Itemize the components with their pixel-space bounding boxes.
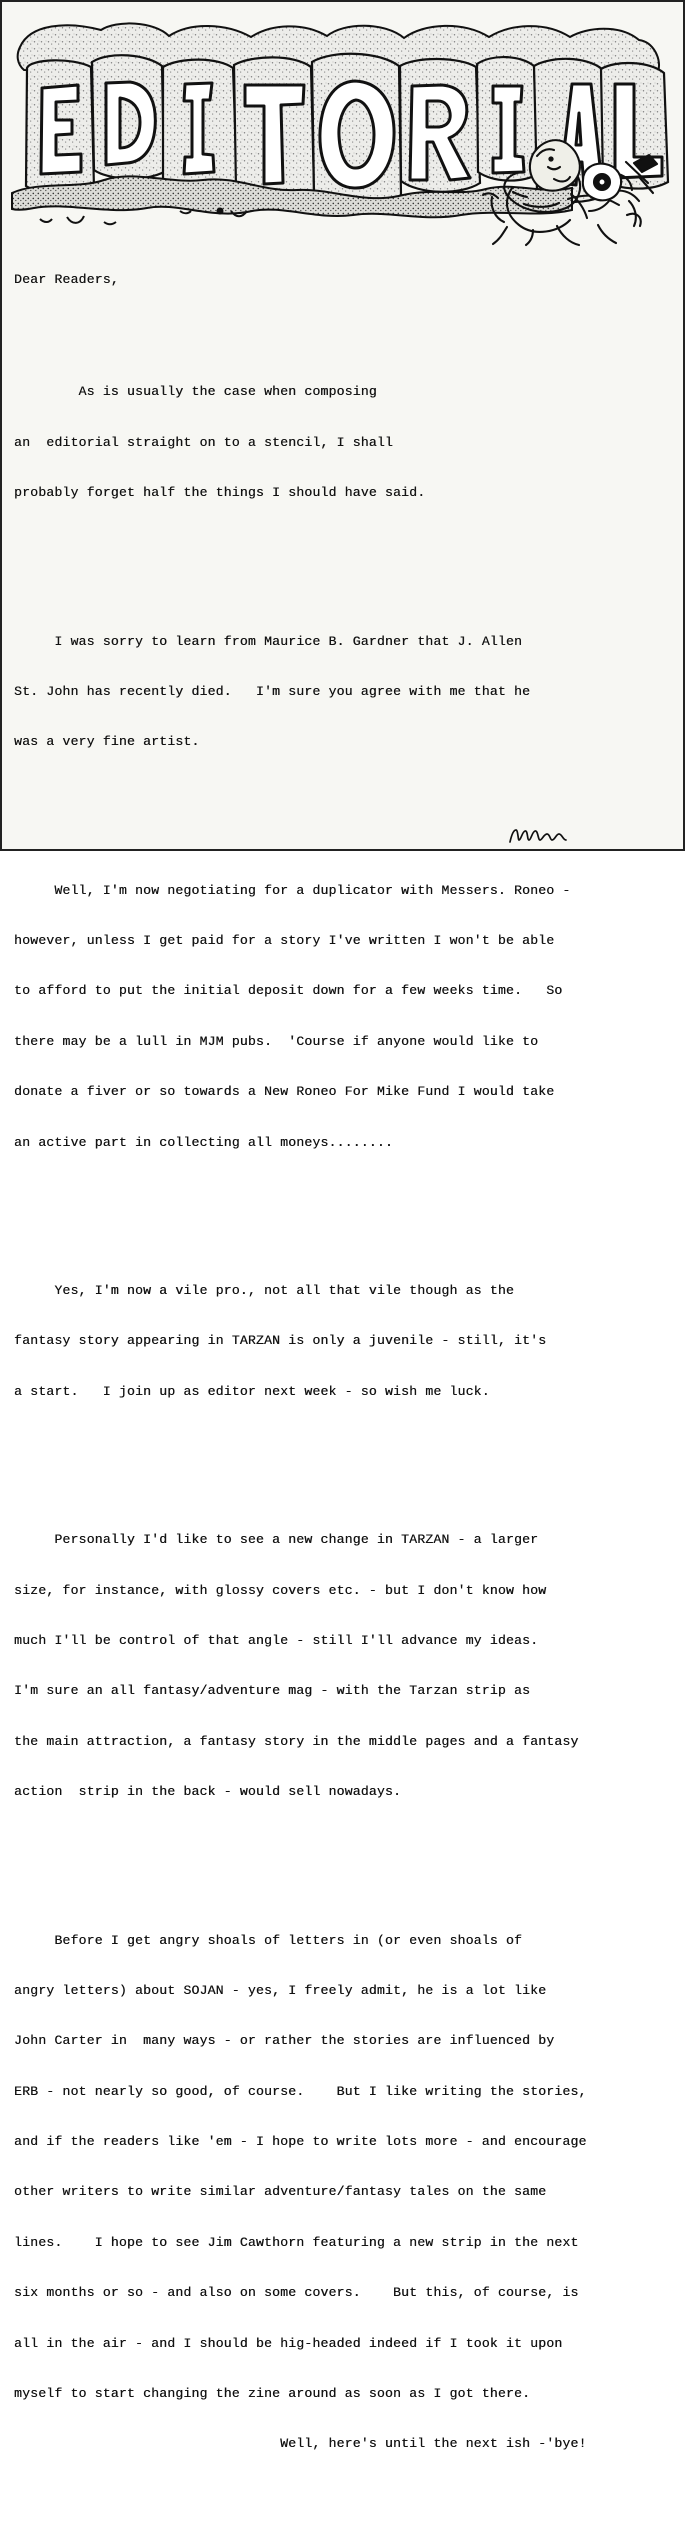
- text-line: other writers to write similar adventure/fantasy tales on the same: [14, 2184, 547, 2200]
- text-line: size, for instance, with glossy covers etc. - but I don't know how: [14, 1582, 547, 1598]
- text-line: there may be a lull in MJM pubs. 'Course if anyone would like to: [14, 1033, 539, 1049]
- text-line: Yes, I'm now a vile pro., not all that vile though as the: [14, 1283, 514, 1299]
- text-line: action strip in the back - would sell nowadays.: [14, 1784, 402, 1800]
- paragraph-2: [14, 600, 664, 785]
- editorial-letter: [14, 238, 664, 2534]
- text-line: was a very fine artist.: [14, 734, 200, 750]
- text-line: all in the air - and I should be hig-headed indeed if I took it upon: [14, 2335, 563, 2351]
- paragraph-4: [14, 1249, 664, 1434]
- text-line: ERB - not nearly so good, of course. But I like writing the stories,: [14, 2083, 587, 2099]
- text-line: Before I get angry shoals of letters in (or even shoals of: [14, 1932, 523, 1948]
- text-line: myself to start changing the zine around as soon as I got there.: [14, 2386, 531, 2402]
- text-line: fantasy story appearing in TARZAN is only a juvenile - still, it's: [14, 1333, 547, 1349]
- stone-letters-artwork: [12, 12, 677, 247]
- text-line: an active part in collecting all moneys........: [14, 1134, 393, 1150]
- text-line: Well, I'm now negotiating for a duplicator with Messers. Roneo -: [14, 882, 571, 898]
- text-line: Well, here's until the next ish -'bye!: [14, 2436, 587, 2452]
- text-line: a start. I join up as editor next week - so wish me luck.: [14, 1383, 490, 1399]
- salutation: Dear Readers,: [14, 271, 119, 287]
- text-line: to afford to put the initial deposit down for a few weeks time. So: [14, 983, 563, 999]
- editorial-header-illustration: [12, 12, 677, 247]
- paragraph-1: [14, 351, 664, 536]
- handwritten-signature: [502, 824, 582, 848]
- text-line: John Carter in many ways - or rather the stories are influenced by: [14, 2033, 555, 2049]
- text-line: As is usually the case when composing: [14, 384, 377, 400]
- text-line: however, unless I get paid for a story I've written I won't be able: [14, 933, 555, 949]
- text-line: the main attraction, a fantasy story in the middle pages and a fantasy: [14, 1733, 579, 1749]
- text-line: and if the readers like 'em - I hope to write lots more - and encourage: [14, 2134, 587, 2150]
- text-line: an editorial straight on to a stencil, I shall: [14, 434, 393, 450]
- text-line: angry letters) about SOJAN - yes, I freely admit, he is a lot like: [14, 1982, 547, 1998]
- text-line: six months or so - and also on some covers. But this, of course, is: [14, 2285, 579, 2301]
- paragraph-6: [14, 1899, 664, 2487]
- text-line: probably forget half the things I should have said.: [14, 485, 426, 501]
- text-line: I'm sure an all fantasy/adventure mag - with the Tarzan strip as: [14, 1683, 531, 1699]
- paragraph-3: [14, 849, 664, 1185]
- text-line: donate a fiver or so towards a New Roneo For Mike Fund I would take: [14, 1084, 555, 1100]
- text-line: Personally I'd like to see a new change in TARZAN - a larger: [14, 1532, 539, 1548]
- text-line: much I'll be control of that angle - still I'll advance my ideas.: [14, 1632, 539, 1648]
- text-line: St. John has recently died. I'm sure you agree with me that he: [14, 683, 531, 699]
- paragraph-5: [14, 1499, 664, 1835]
- text-line: lines. I hope to see Jim Cawthorn featuring a new strip in the next: [14, 2234, 579, 2250]
- text-line: I was sorry to learn from Maurice B. Gardner that J. Allen: [14, 633, 523, 649]
